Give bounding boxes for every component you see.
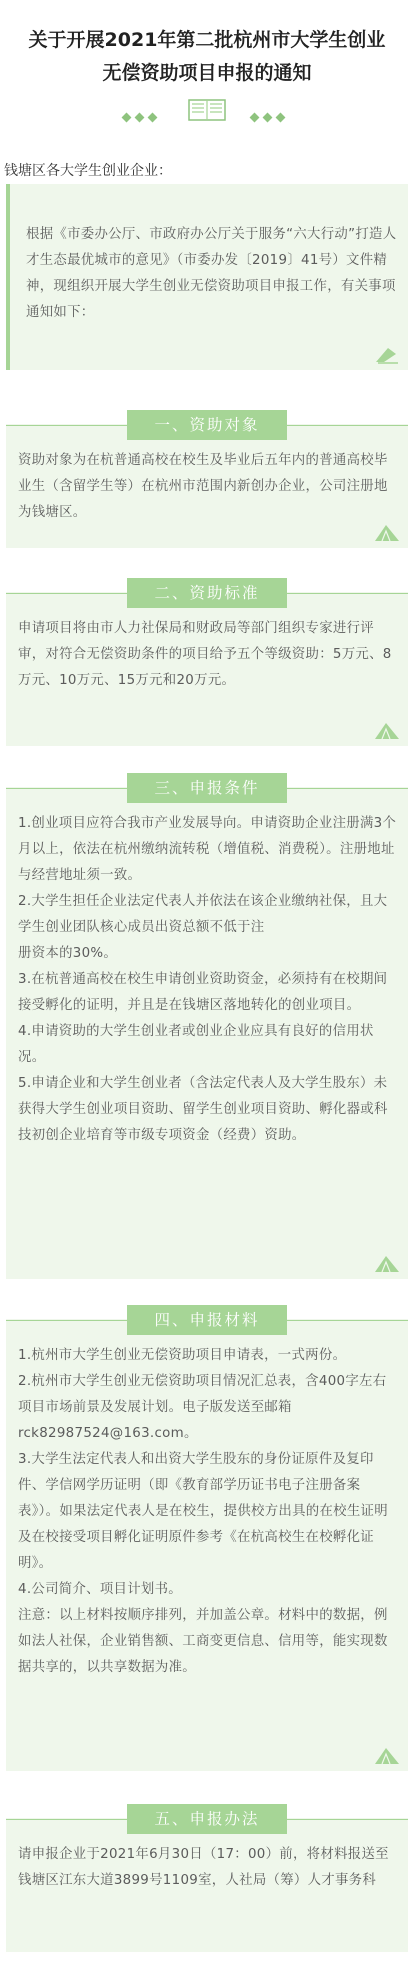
- title-line-1: 关于开展2021年第二批杭州市大学生创业: [28, 29, 386, 51]
- section-body: [6, 424, 408, 548]
- paragraph: 2.大学生担任企业法定代表人并依法在该企业缴纳社保，且大学生创业团队核心成员出资总额不低于注: [18, 894, 388, 935]
- section-heading-label: 一、资助对象: [127, 410, 287, 440]
- paragraph: 资助对象为在杭普通高校在校生及毕业后五年内的普通高校毕业生（含留学生等）在杭州市范围内新创办企业，公司注册地为钱塘区。: [18, 453, 388, 520]
- paragraph: 4.申请资助的大学生创业者或创业企业应具有良好的信用状况。: [18, 1024, 374, 1065]
- paragraph: 5.申请企业和大学生创业者（含法定代表人及大学生股东）未获得大学生创业项目资助、留学生创业项目资助、孵化器或科技初创企业培育等市级专项资金（经费）资助。: [18, 1076, 388, 1143]
- mountain-icon: [374, 1745, 400, 1765]
- section-body: [6, 1818, 408, 1952]
- title-divider: [0, 98, 414, 122]
- paragraph: 3.大学生法定代表人和出资大学生股东的身份证原件及复印件、学信网学历证明（即《教育部学历证书电子注册备案表》）。如果法定代表人是在校生，提供校方出具的在校生证明及在校接受项目孵化证明原件参考《在杭高校生在校孵化证明》。: [18, 1452, 388, 1571]
- section-heading: [6, 773, 408, 803]
- section-heading: [6, 410, 408, 440]
- section-heading: [6, 1804, 408, 1834]
- intro-text: 根据《市委办公厅、市政府办公厅关于服务“六大行动”打造人才生态最优城市的意见》（市委办发〔2019〕41号）文件精神，现组织开展大学生创业无偿资助项目申报工作，有关事项通知如下：: [26, 227, 397, 320]
- section-body: [6, 787, 408, 1279]
- section-text: [18, 811, 400, 1149]
- section-heading-label: 三、申报条件: [127, 773, 287, 803]
- section-heading: [6, 578, 408, 608]
- paragraph: 4.公司简介、项目计划书。: [18, 1582, 182, 1597]
- mountain-icon: [374, 522, 400, 542]
- paragraph: 1.杭州市大学生创业无偿资助项目申请表，一式两份。: [18, 1348, 347, 1363]
- paragraph: 2.杭州市大学生创业无偿资助项目情况汇总表，含400字左右项目市场前景及发展计划。电子版发送至邮箱rck82987524@163.com。: [18, 1374, 387, 1441]
- section-heading: [6, 1305, 408, 1335]
- paragraph: 1.创业项目应符合我市产业发展导向。申请资助企业注册满3个月以上，依法在杭州缴纳流转税（增值税、消费税）。注册地址与经营地址须一致。: [18, 816, 397, 883]
- paragraph: 申请项目将由市人力社保局和财政局等部门组织专家进行评审，对符合无偿资助条件的项目给予五个等级资助：5万元、8万元、10万元、15万元和20万元。: [18, 621, 392, 688]
- diamond-dots-right: [248, 106, 287, 125]
- section-body: [6, 592, 408, 746]
- intro-box: [6, 184, 408, 370]
- section-body: [6, 1319, 408, 1771]
- addressee: 钱塘区各大学生创业企业：: [4, 163, 172, 179]
- pencil-icon: [374, 344, 400, 364]
- paragraph: 请申报企业于2021年6月30日（17：00）前，将材料报送至钱塘区江东大道3899号1109室，人社局（筹）人才事务科: [18, 1847, 389, 1888]
- section-text: [18, 1343, 400, 1681]
- paragraph: 册资本的30%。: [18, 946, 118, 961]
- section-heading-label: 四、申报材料: [127, 1305, 287, 1335]
- section-heading-label: 二、资助标准: [127, 578, 287, 608]
- section-text: [18, 616, 400, 694]
- mountain-icon: [374, 720, 400, 740]
- section-text: [18, 448, 400, 526]
- mountain-icon: [374, 1253, 400, 1273]
- paragraph: 3.在杭普通高校在校生申请创业资助资金，必须持有在校期间接受孵化的证明，并且是在钱塘区落地转化的创业项目。: [18, 972, 388, 1013]
- diamond-dots-left: [120, 106, 159, 125]
- section-heading-label: 五、申报办法: [127, 1804, 287, 1834]
- title-line-2: 无偿资助项目申报的通知: [102, 62, 312, 84]
- section-text: [18, 1842, 400, 1894]
- page-title: [0, 24, 414, 90]
- paragraph: 注意：以上材料按顺序排列，并加盖公章。材料中的数据，例如法人社保，企业销售额、工商变更信息、信用等，能实现数据共享的，以共享数据为准。: [18, 1608, 388, 1675]
- book-icon: [188, 98, 226, 122]
